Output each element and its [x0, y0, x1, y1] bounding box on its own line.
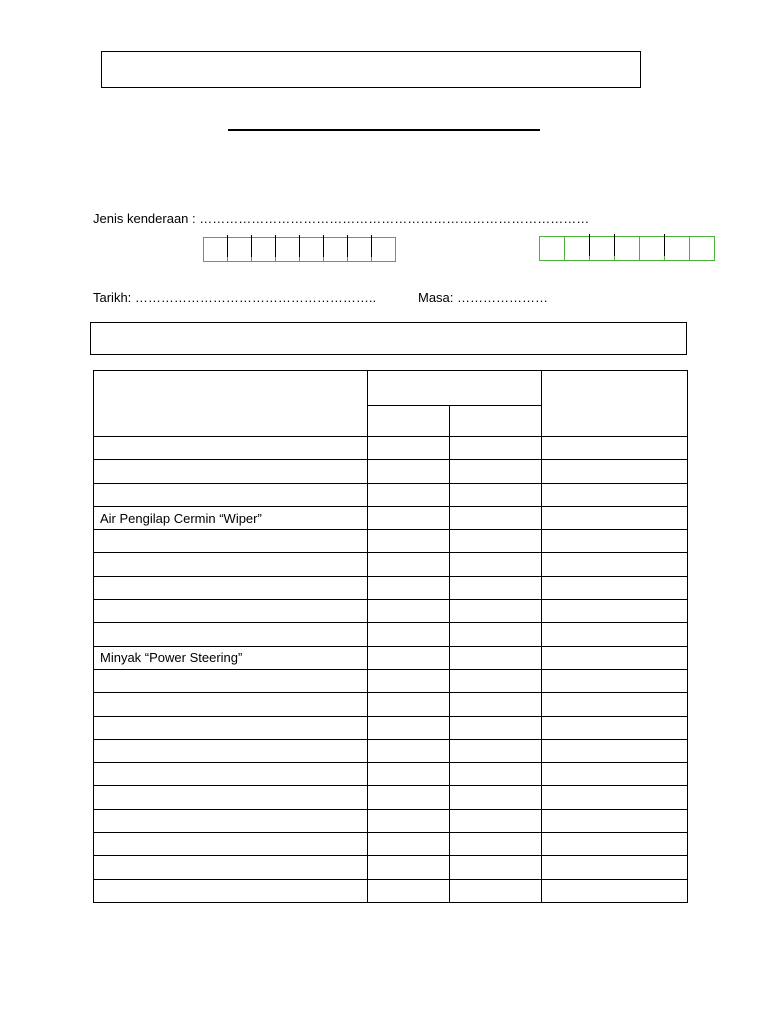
- status-cell-1[interactable]: [368, 576, 450, 599]
- note-cell[interactable]: [542, 437, 688, 460]
- item-cell: [94, 483, 368, 506]
- status-cell-2[interactable]: [450, 786, 542, 809]
- status-cell-2[interactable]: [450, 460, 542, 483]
- table-row: [94, 483, 688, 506]
- table-header-row: [94, 371, 688, 406]
- item-cell: [94, 576, 368, 599]
- status-cell-1[interactable]: [368, 716, 450, 739]
- vehicle-type-line: [93, 211, 589, 227]
- item-cell: [94, 530, 368, 553]
- item-cell: [94, 856, 368, 879]
- status-cell-1[interactable]: [368, 553, 450, 576]
- note-cell[interactable]: [542, 553, 688, 576]
- status-cell-2[interactable]: [450, 530, 542, 553]
- plate-number-boxes-1: [203, 237, 396, 262]
- date-line: [93, 290, 376, 306]
- note-cell[interactable]: [542, 576, 688, 599]
- status-cell-1[interactable]: [368, 437, 450, 460]
- note-cell[interactable]: [542, 856, 688, 879]
- status-cell-2[interactable]: [450, 879, 542, 902]
- table-row: [94, 646, 688, 669]
- note-cell[interactable]: [542, 833, 688, 856]
- table-row: [94, 739, 688, 762]
- status-cell-1[interactable]: [368, 646, 450, 669]
- status-cell-2[interactable]: [450, 623, 542, 646]
- plate-divider-tick: [664, 234, 665, 256]
- plate-divider-tick: [614, 234, 615, 256]
- time-line: [418, 290, 548, 306]
- plate-divider-tick: [371, 235, 372, 257]
- table-row: [94, 460, 688, 483]
- table-row: [94, 856, 688, 879]
- plate-cell[interactable]: [590, 237, 615, 260]
- status-cell-1[interactable]: [368, 483, 450, 506]
- table-row: [94, 530, 688, 553]
- plate-cell[interactable]: [204, 238, 228, 261]
- plate-cell[interactable]: [640, 237, 665, 260]
- plate-cell[interactable]: [252, 238, 276, 261]
- table-row: [94, 716, 688, 739]
- item-cell: [94, 460, 368, 483]
- note-cell[interactable]: [542, 646, 688, 669]
- table-row: [94, 786, 688, 809]
- status-cell-1[interactable]: [368, 693, 450, 716]
- plate-cell[interactable]: [540, 237, 565, 260]
- table-row: [94, 437, 688, 460]
- note-cell[interactable]: [542, 739, 688, 762]
- status-cell-2[interactable]: [450, 763, 542, 786]
- status-cell-2[interactable]: [450, 553, 542, 576]
- item-cell: [94, 786, 368, 809]
- status-cell-1[interactable]: [368, 739, 450, 762]
- note-cell[interactable]: [542, 879, 688, 902]
- status-cell-2[interactable]: [450, 506, 542, 529]
- table-row: [94, 506, 688, 529]
- item-cell: [94, 437, 368, 460]
- item-cell: [94, 693, 368, 716]
- item-cell: [94, 623, 368, 646]
- item-cell: [94, 809, 368, 832]
- status-cell-1[interactable]: [368, 460, 450, 483]
- plate-cell[interactable]: [300, 238, 324, 261]
- date-label: Tarikh:: [93, 290, 132, 305]
- status-cell-1[interactable]: [368, 786, 450, 809]
- plate-cell[interactable]: [565, 237, 590, 260]
- plate-cell[interactable]: [228, 238, 252, 261]
- plate-cell[interactable]: [276, 238, 300, 261]
- table-row: [94, 763, 688, 786]
- table-row: [94, 623, 688, 646]
- header-sub-1-cell: [368, 406, 450, 437]
- status-cell-2[interactable]: [450, 600, 542, 623]
- table-row: [94, 833, 688, 856]
- item-cell: [94, 763, 368, 786]
- status-cell-2[interactable]: [450, 833, 542, 856]
- table-row: [94, 809, 688, 832]
- status-cell-1[interactable]: [368, 809, 450, 832]
- plate-number-boxes-2: [539, 236, 715, 261]
- item-cell: [94, 669, 368, 692]
- item-cell: [94, 739, 368, 762]
- plate-divider-tick: [299, 235, 300, 257]
- status-cell-2[interactable]: [450, 646, 542, 669]
- header-item-cell: [94, 371, 368, 437]
- plate-cell[interactable]: [665, 237, 690, 260]
- note-cell[interactable]: [542, 693, 688, 716]
- checklist-table: [93, 370, 688, 903]
- item-cell: [94, 879, 368, 902]
- status-cell-1[interactable]: [368, 669, 450, 692]
- status-cell-2[interactable]: [450, 739, 542, 762]
- status-cell-1[interactable]: [368, 763, 450, 786]
- item-cell: Minyak “Power Steering”: [94, 646, 368, 669]
- note-cell[interactable]: [542, 600, 688, 623]
- title-box[interactable]: [101, 51, 641, 88]
- status-cell-1[interactable]: [368, 856, 450, 879]
- status-cell-1[interactable]: [368, 506, 450, 529]
- item-cell: [94, 600, 368, 623]
- plate-divider-tick: [347, 235, 348, 257]
- table-row: [94, 553, 688, 576]
- section-title-box[interactable]: [90, 322, 687, 355]
- note-cell[interactable]: [542, 483, 688, 506]
- item-cell: Air Pengilap Cermin “Wiper”: [94, 506, 368, 529]
- plate-divider-tick: [227, 235, 228, 257]
- note-cell[interactable]: [542, 809, 688, 832]
- plate-divider-tick: [323, 235, 324, 257]
- status-cell-2[interactable]: [450, 483, 542, 506]
- note-cell[interactable]: [542, 623, 688, 646]
- header-status-cell: [368, 371, 542, 406]
- plate-divider-tick: [275, 235, 276, 257]
- note-cell[interactable]: [542, 669, 688, 692]
- status-cell-2[interactable]: [450, 669, 542, 692]
- item-cell: [94, 833, 368, 856]
- title-underline: [228, 129, 540, 131]
- note-cell[interactable]: [542, 460, 688, 483]
- plate-cell[interactable]: [372, 238, 395, 261]
- table-row: [94, 576, 688, 599]
- plate-cell[interactable]: [348, 238, 372, 261]
- date-field[interactable]: ………………………………………………..: [134, 290, 377, 305]
- table-row: [94, 693, 688, 716]
- plate-cell[interactable]: [324, 238, 348, 261]
- note-cell[interactable]: [542, 716, 688, 739]
- status-cell-2[interactable]: [450, 437, 542, 460]
- status-cell-1[interactable]: [368, 600, 450, 623]
- status-cell-1[interactable]: [368, 530, 450, 553]
- status-cell-1[interactable]: [368, 879, 450, 902]
- status-cell-1[interactable]: [368, 623, 450, 646]
- table-row: [94, 669, 688, 692]
- status-cell-2[interactable]: [450, 576, 542, 599]
- vehicle-type-label: Jenis kenderaan :: [93, 211, 196, 226]
- status-cell-2[interactable]: [450, 716, 542, 739]
- status-cell-2[interactable]: [450, 809, 542, 832]
- note-cell[interactable]: [542, 530, 688, 553]
- status-cell-1[interactable]: [368, 833, 450, 856]
- table-row: [94, 600, 688, 623]
- time-field[interactable]: …………………: [457, 290, 549, 305]
- note-cell[interactable]: [542, 786, 688, 809]
- item-cell: [94, 716, 368, 739]
- item-cell: [94, 553, 368, 576]
- header-note-cell: [542, 371, 688, 437]
- time-label: Masa:: [418, 290, 454, 305]
- note-cell[interactable]: [542, 506, 688, 529]
- plate-divider-tick: [589, 234, 590, 256]
- header-sub-2-cell: [450, 406, 542, 437]
- note-cell[interactable]: [542, 763, 688, 786]
- vehicle-type-field[interactable]: ………………………………………………………………………………: [199, 211, 590, 226]
- plate-divider-tick: [251, 235, 252, 257]
- table-row: [94, 879, 688, 902]
- status-cell-2[interactable]: [450, 856, 542, 879]
- plate-cell[interactable]: [690, 237, 714, 260]
- plate-cell[interactable]: [615, 237, 640, 260]
- status-cell-2[interactable]: [450, 693, 542, 716]
